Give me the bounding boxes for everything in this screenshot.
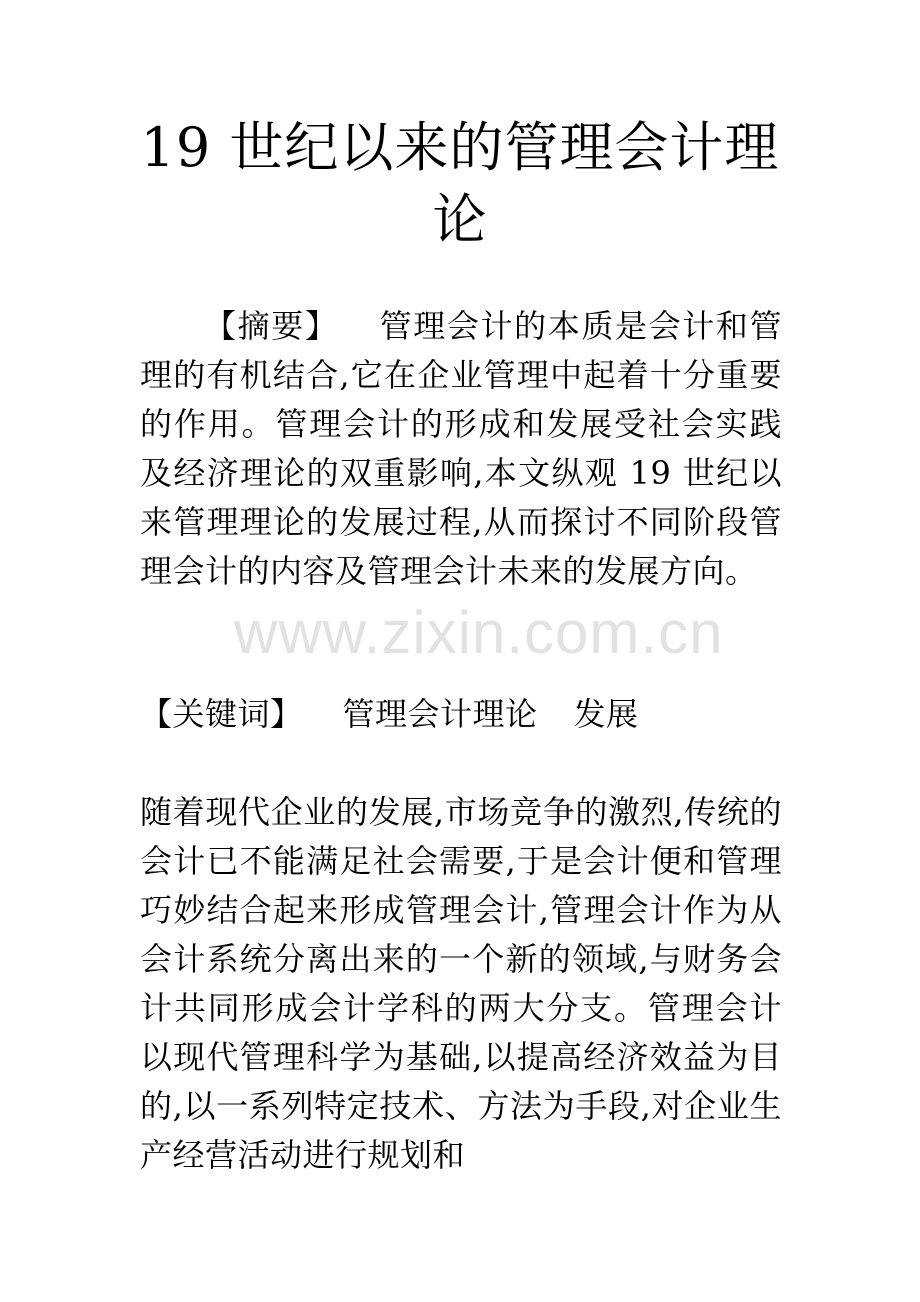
keyword-2: 发展 (573, 695, 639, 733)
abstract-paragraph (140, 302, 782, 596)
body-paragraph: 随着现代企业的发展,市场竞争的激烈,传统的会计已不能满足社会需要,于是会计便和管理巧妙结合起来形成管理会计,管理会计作为从会计系统分离出来的一个新的领域,与财务会计共同形成会计学科的两大分支。管理会计以现代管理科学为基础,以提高经济效益为目的,以一系列特定技术、方法为手段,对企业生产经营活动进行规划和 (140, 793, 782, 1174)
keyword-1: 管理会计理论 (342, 695, 538, 733)
abstract-label: 【摘要】 (204, 307, 339, 345)
watermark: www.zixin.com.cn (234, 599, 724, 666)
document-title: 19 世纪以来的管理会计理论 (140, 116, 780, 251)
keywords-label: 【关键词】 (140, 695, 303, 733)
keywords-line (140, 690, 782, 739)
abstract-text: 管理会计的本质是会计和管理的有机结合,它在企业管理中起着十分重要的作用。管理会计的形成和发展受社会实践及经济理论的双重影响,本文纵观 19 世纪以来管理理论的发展过程,从而探讨不同阶段管理会计的内容及管理会计未来的发展方向。 (140, 307, 782, 590)
